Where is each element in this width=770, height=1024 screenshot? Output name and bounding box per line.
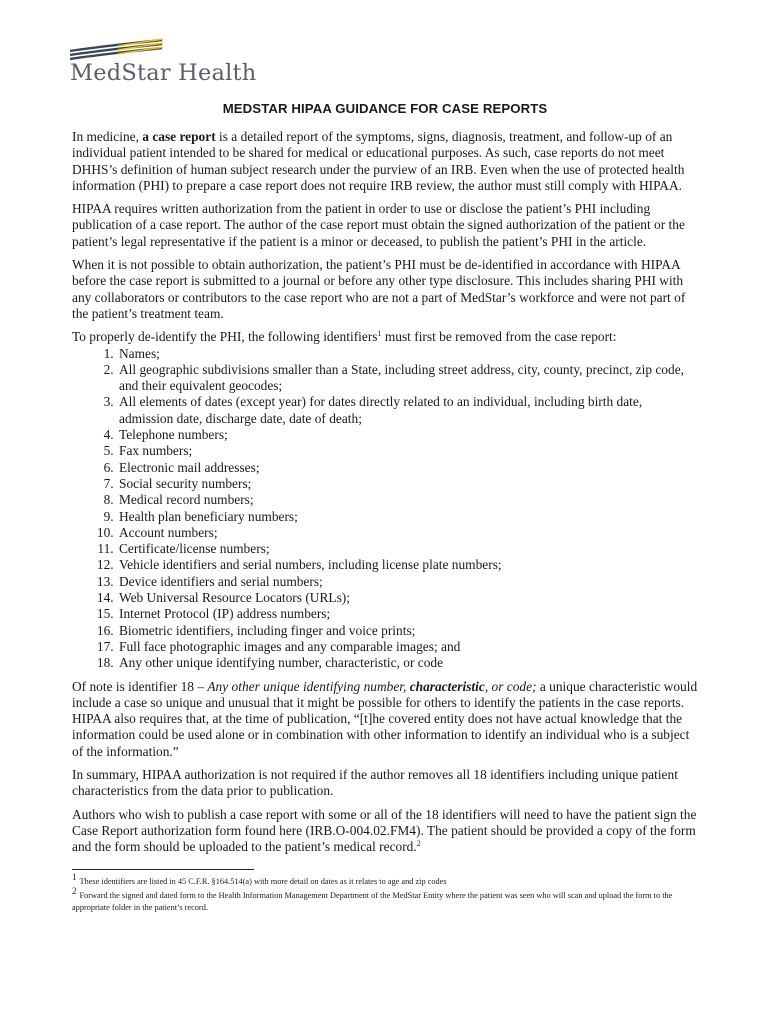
identifier-18-explanation: a unique characteristic would include a case so unique and unusual that it might be possible for others to identify the patients in the case reports. HIPAA also requires that, at the time of publication, “[t]he covered entity does not have actual knowledge that the information could be used alone or in combination with other information to identify an individual who is a subject of the information.” [72,678,698,759]
identifier-item: 9. Health plan beneficiary numbers; [117,509,698,525]
identifier-18-lead: Of note is identifier 18 – [72,678,208,694]
identifiers-intro-end: must first be removed from the case report: [381,329,617,345]
medstar-logo [70,38,260,90]
intro-paragraph [72,129,698,194]
identifier-item: 8. Medical record numbers; [117,492,698,508]
document-body [72,101,698,916]
footnote-text: Forward the signed and dated form to the Health Information Management Department of the MedStar Entity where the patient was seen who will scan and upload the form to the appropriate folder in the patient’s record. [72,891,673,913]
identifier-item: 6. Electronic mail addresses; [117,460,698,476]
identifier-item: 10. Account numbers; [117,525,698,541]
identifier-item: 12. Vehicle identifiers and serial numbers, including license plate numbers; [117,557,698,573]
identifier-item: 5. Fax numbers; [117,443,698,459]
identifiers-intro-paragraph [72,329,698,345]
intro-text-start: In medicine, [72,129,143,144]
identifier-item: 16. Biometric identifiers, including finger and voice prints; [117,623,698,639]
characteristic-term: characteristic [409,678,485,694]
identifier-item: 2. All geographic subdivisions smaller than a State, including street address, city, county, precinct, zip code, and their equivalent geocodes; [117,362,698,395]
identifier-item: 3. All elements of dates (except year) for dates directly related to an individual, including birth date, admission date, discharge date, date of death; [117,394,698,427]
logo-text: MedStar Health [70,60,257,86]
identifier-18-paragraph [72,679,698,760]
identifier-item: 7. Social security numbers; [117,476,698,492]
logo-stripes-icon [70,38,165,60]
identifier-18-italic-b: , or code; [484,678,537,694]
case-report-term: a case report [142,129,216,144]
footnote-text: These identifiers are listed in 45 C.F.R. §164.514(a) with more detail on dates as it relates to age and zip codes [79,877,447,887]
identifier-item: 1. Names; [117,346,698,362]
footnote [72,886,698,914]
identifier-list [72,346,698,672]
document-title: MEDSTAR HIPAA GUIDANCE FOR CASE REPORTS [222,101,548,116]
identifiers-intro-start: To properly de-identify the PHI, the following identifiers [72,329,378,345]
summary-paragraph: In summary, HIPAA authorization is not required if the author removes all 18 identifiers including unique patient characteristics from the data prior to publication. [72,766,678,799]
footnote-ref-1[interactable]: 1 [377,329,382,339]
footnotes [72,872,698,914]
identifier-item: 11. Certificate/license numbers; [117,541,698,557]
identifier-item: 18. Any other unique identifying number, characteristic, or code [117,655,698,671]
footnote-ref-2[interactable]: 2 [416,839,421,849]
identifier-item: 14. Web Universal Resource Locators (URLs); [117,590,698,606]
authors-paragraph [72,807,698,856]
identifier-item: 15. Internet Protocol (IP) address numbers; [117,606,698,622]
authorization-paragraph: HIPAA requires written authorization from the patient in order to use or disclose the patient’s PHI including publication of a case report. The author of the case report must obtain the signed authorization of the patient or the patient’s legal representative if the patient is a minor or deceased, to publish the patient’s PHI in the article. [72,201,685,249]
footnote [72,872,698,888]
identifier-item: 4. Telephone numbers; [117,427,698,443]
footnote-number: 2 [72,886,77,897]
footnote-divider [72,869,254,870]
identifier-item: 17. Full face photographic images and any comparable images; and [117,639,698,655]
identifier-item: 13. Device identifiers and serial numbers; [117,574,698,590]
intro-text-end: is a detailed report of the symptoms, signs, diagnosis, treatment, and follow-up of an individual patient intended to be shared for medical or educational purposes. As such, case reports do not meet DHHS’s definition of human subject research under the purview of an IRB. Even when the use of protected health information (PHI) to prepare a case report does not require IRB review, the author must still comply with HIPAA. [72,129,685,193]
identifier-18-italic-a: Any other unique identifying number, [207,678,410,694]
deidentification-paragraph: When it is not possible to obtain authorization, the patient’s PHI must be de-identified in accordance with HIPAA before the case report is submitted to a journal or before any other type disclosure. This includes sharing PHI with any collaborators or contributors to the case report who are not a part of MedStar’s workforce and were not part of the patient’s treatment team. [72,257,686,321]
authors-text: Authors who wish to publish a case report with some or all of the 18 identifiers will need to have the patient sign the Case Report authorization form found here (IRB.O-004.02.FM4). The patient should be provided a copy of the form and the form should be uploaded to the patient’s medical record. [72,806,697,855]
footnote-number: 1 [72,872,77,883]
